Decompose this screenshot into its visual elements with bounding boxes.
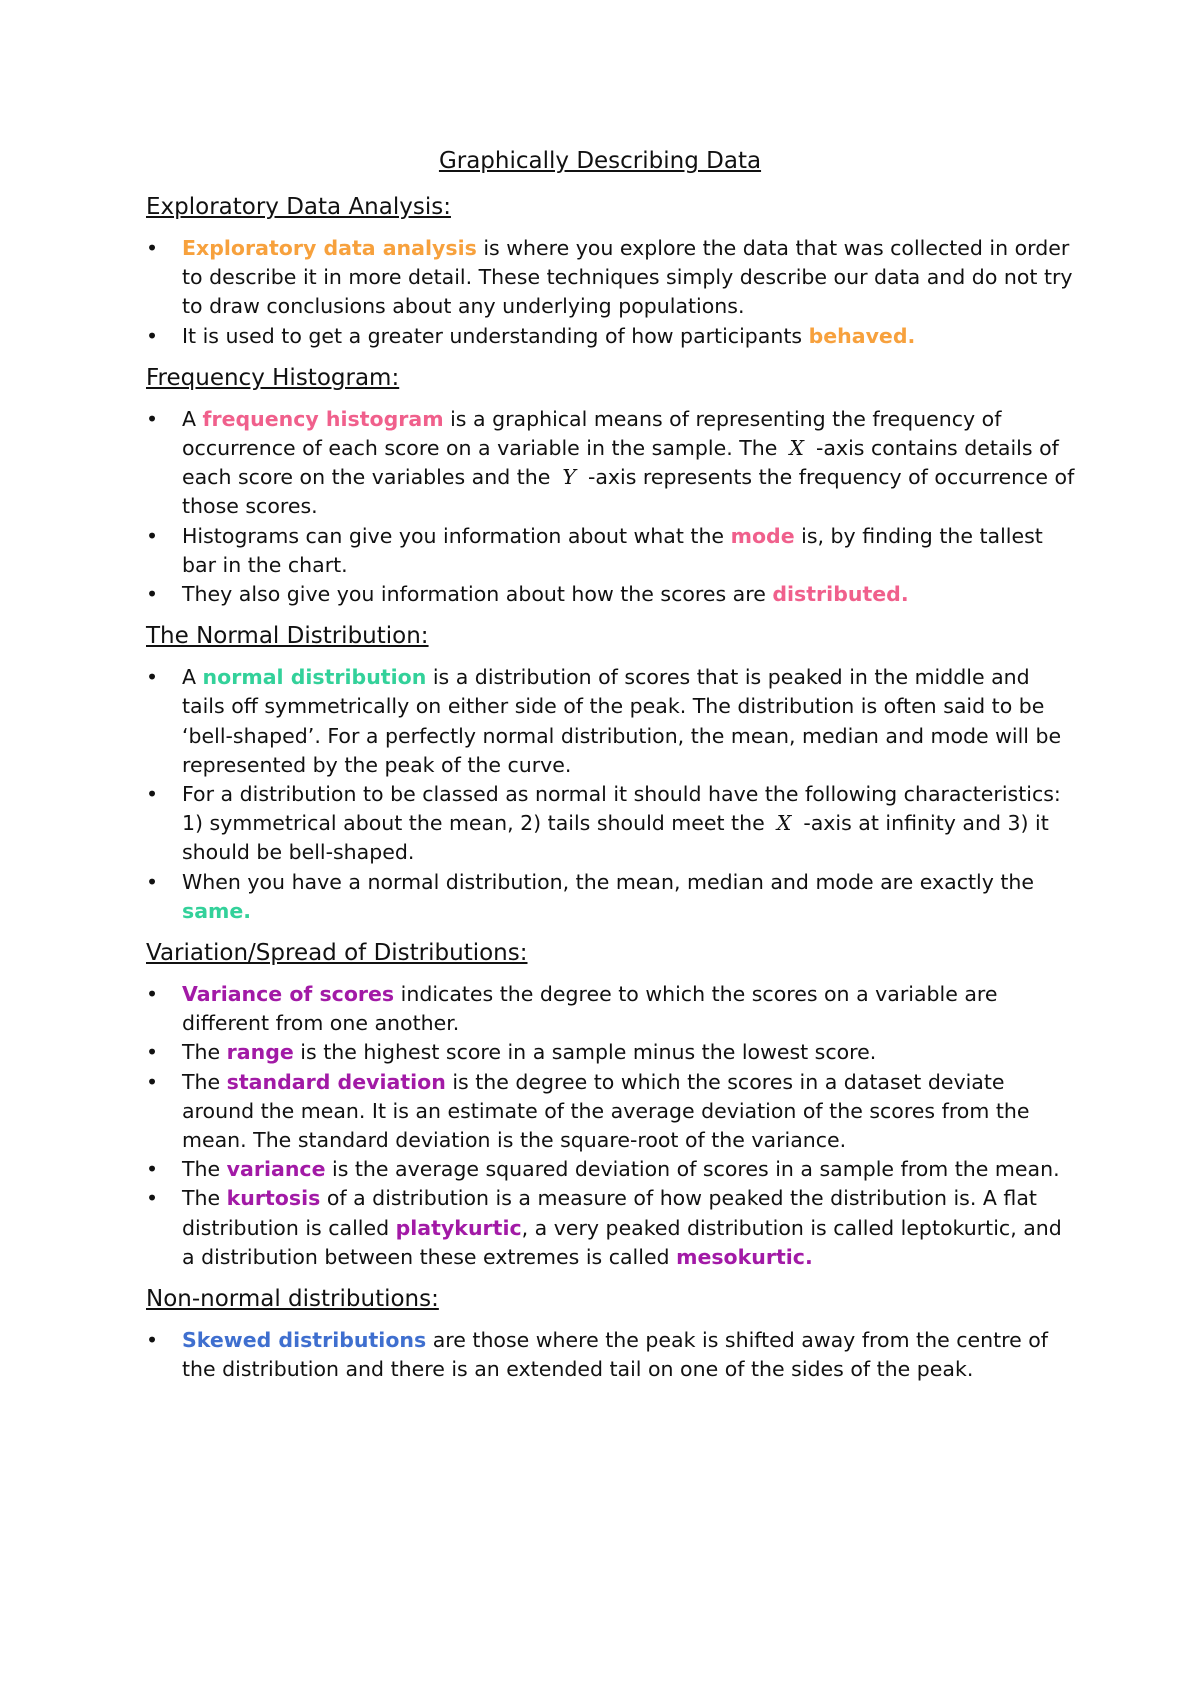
- list-item: [146, 405, 1076, 522]
- bullet-icon: •: [146, 869, 159, 894]
- section-heading-histogram: Frequency Histogram:: [146, 364, 400, 391]
- bullet-text: It is used to get a greater understanding of how participants: [182, 323, 809, 348]
- list-item: [146, 580, 1076, 609]
- bullet-text: When you have a normal distribution, the mean, median and mode are exactly the: [182, 869, 1035, 894]
- section-heading-eda: Exploratory Data Analysis:: [146, 194, 451, 220]
- bullet-text: is, by finding the tallest bar in the chart.: [182, 523, 1043, 577]
- math-symbol: Y: [562, 465, 576, 490]
- math-symbol: X: [776, 811, 792, 836]
- histogram-list: [146, 405, 1076, 609]
- keyword: Skewed distributions: [182, 1328, 427, 1353]
- bullet-text: is a distribution of scores that is peaked in the middle and tails off symmetrically on either side of the peak. The distribution is often said to be ‘bell-shaped’. For a perfectly normal distribution, the mean, median and mode will be represented by the peak of the curve.: [182, 665, 1062, 777]
- eda-list: [146, 234, 1076, 351]
- bullet-text: indicates the degree to which the scores on a variable are different from one another.: [182, 982, 998, 1036]
- variation-list: [146, 980, 1076, 1272]
- list-item: [146, 1068, 1076, 1156]
- section-heading-nonnormal: Non-normal distributions:: [146, 1286, 439, 1313]
- keyword: normal distribution: [202, 665, 427, 690]
- bullet-icon: •: [146, 523, 159, 548]
- keyword: frequency histogram: [202, 406, 444, 431]
- list-item: [146, 1184, 1076, 1272]
- list-item: [146, 868, 1076, 926]
- bullet-text: -axis contains details of each score on the variables and the: [182, 436, 1059, 490]
- bullet-text: of a distribution is a measure of how peaked the distribution is. A flat distribution is called: [182, 1186, 1037, 1240]
- list-item: [146, 1038, 1076, 1067]
- normal-list: [146, 663, 1076, 926]
- bullet-text: is a graphical means of representing the frequency of occurrence of each score on a variable in the sample. The: [182, 406, 1002, 461]
- bullet-text: are those where the peak is shifted away from the centre of the distribution and there is an extended tail on one of the sides of the peak.: [182, 1328, 1048, 1382]
- bullet-icon: •: [146, 1157, 159, 1182]
- page-title: Graphically Describing Data: [438, 148, 762, 174]
- bullet-icon: •: [146, 1040, 159, 1065]
- list-item: [146, 1155, 1076, 1184]
- list-item: [146, 1326, 1076, 1384]
- bullet-text: -axis represents the frequency of occurrence of those scores.: [182, 465, 1075, 519]
- bullet-text: The: [182, 1157, 227, 1182]
- bullet-icon: •: [146, 1069, 159, 1094]
- keyword: variance: [226, 1157, 326, 1182]
- bullet-text: A: [182, 665, 203, 690]
- list-item: [146, 663, 1076, 780]
- bullet-icon: •: [146, 782, 159, 807]
- bullet-icon: •: [146, 665, 159, 690]
- nonnormal-list: [146, 1326, 1076, 1384]
- keyword: same.: [182, 898, 252, 923]
- section-heading-variation: Variation/Spread of Distributions:: [146, 940, 528, 967]
- list-item: [146, 780, 1076, 868]
- math-symbol: X: [789, 436, 804, 461]
- list-item: [146, 322, 1076, 351]
- bullet-text: , a very peaked distribution is called leptokurtic, and a distribution between these extremes is called: [182, 1215, 1062, 1269]
- bullet-text: is the degree to which the scores in a dataset deviate around the mean. It is an estimate of the average deviation of the scores from the mean. The standard deviation is the square-root of the variance.: [182, 1069, 1030, 1153]
- keyword: mode: [730, 523, 795, 548]
- section-heading-normal: The Normal Distribution:: [146, 623, 429, 650]
- bullet-icon: •: [146, 236, 159, 260]
- bullet-text: is the average squared deviation of scores in a sample from the mean.: [325, 1157, 1060, 1182]
- document-body: [146, 192, 1076, 1397]
- bullet-text: -axis at infinity and 3) it should be bell-shaped.: [182, 811, 1049, 865]
- bullet-icon: •: [146, 1328, 159, 1353]
- bullet-text: is the highest score in a sample minus the lowest score.: [293, 1040, 877, 1065]
- keyword: mesokurtic.: [676, 1244, 813, 1269]
- list-item: [146, 980, 1076, 1038]
- keyword: kurtosis: [226, 1186, 321, 1211]
- keyword: distributed.: [772, 582, 909, 607]
- bullet-text: A: [182, 406, 203, 431]
- bullet-text: Histograms can give you information about what the: [182, 523, 731, 548]
- bullet-text: For a distribution to be classed as normal it should have the following characteristics: 1) symmetrical about the mean, 2) tails should meet the: [182, 782, 1061, 836]
- bullet-icon: •: [146, 982, 159, 1007]
- list-item: [146, 234, 1076, 322]
- bullet-icon: •: [146, 1186, 159, 1211]
- bullet-text: The: [182, 1040, 227, 1065]
- bullet-icon: •: [146, 582, 159, 607]
- keyword: Variance of scores: [182, 982, 395, 1007]
- keyword: standard deviation: [226, 1069, 446, 1094]
- bullet-text: The: [182, 1186, 227, 1211]
- keyword: Exploratory data analysis: [182, 236, 477, 260]
- bullet-text: The: [182, 1069, 227, 1094]
- bullet-icon: •: [146, 406, 159, 431]
- keyword: platykurtic: [395, 1215, 522, 1240]
- bullet-icon: •: [146, 323, 159, 348]
- bullet-text: They also give you information about how the scores are: [182, 582, 773, 607]
- bullet-text: is where you explore the data that was collected in order to describe it in more detail. These techniques simply describe our data and do not try to draw conclusions about any underlying populations.: [182, 236, 1073, 319]
- list-item: [146, 522, 1076, 580]
- keyword: range: [226, 1040, 294, 1065]
- keyword: behaved.: [808, 323, 916, 348]
